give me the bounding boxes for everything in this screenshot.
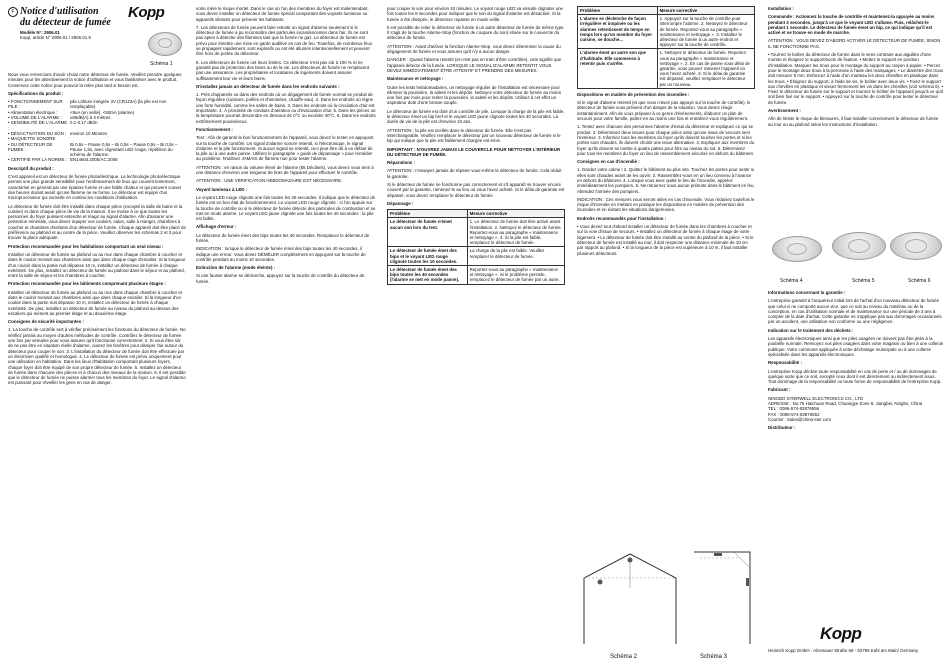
column-2: [196, 6, 376, 670]
c3-danger: DANGER : Quand l'alarme retentit (et n'est pas en train d'être contrôlée), cela signifie que l'appareil détecte de la fumée. LORSQUE LE SIGNAL D'ALARME RETENTIT VOUS DEVEZ IMMÉDIATEMENT ÊTRE ATTENTIF ET PRENDRE DES MESURES.: [387, 57, 562, 73]
spec-key: • DÉSACTIVATION DU SON :: [8, 130, 67, 136]
c4-indication: INDICATION : Ces mesures vous seront utiles en cas d'incendie. Vous réduisez toutefois le risque d'incendie en mettant en pratique les dispositions en matière de prévention des incendies et en évitant les situations dangereuses.: [577, 196, 755, 213]
prot-2-title: Protection recommandée pour les bâtiments comprenant plusieurs étages :: [8, 281, 166, 287]
schema-6-center: [905, 239, 927, 253]
fire-title: Dispositions en matière de prévention des incendies :: [577, 91, 690, 97]
weekly-check: ATTENTION : UNE VÉRIFICATION HEBDOMADAIRE EST NÉCESSAIRE.: [196, 178, 343, 184]
c3-attention: ATTENTION : Avant d'activer la fonction Alarme-Stop, vous devez déterminer la cause du dégagement de fumée et vous assurer qu'il n'y a aucun danger.: [387, 43, 561, 55]
fab-list: [768, 396, 944, 422]
troubleshooting-table-continued: [577, 6, 755, 89]
spec-key: • MAQUETTE SONORE: [8, 136, 56, 142]
fabricant-line: NINGBO SITERWELL ELECTRONICS CO., LTD: [768, 395, 864, 401]
info-title: Informations concernant la garantie :: [768, 290, 846, 295]
table-cell: La charge de la pile est faible. Veuillez remplacer le détecteur de fumée.: [467, 247, 564, 266]
distrib-title: Distributeur :: [768, 425, 796, 431]
spec-key: • CERTIFIÉ PAR LA NORME :: [8, 157, 67, 163]
fabricant-line: ADRESSE : No.76 Haichuan Road, Chuangye Zone 8, Jiangbei, Ningbo, China: [768, 401, 923, 407]
column-1-body: [8, 72, 186, 670]
fabricant-line: TEL : 0086-574-83876556: [768, 406, 820, 412]
spec-key: • VOLUME DE L'ALARME :: [8, 115, 62, 121]
table-header: Problème: [388, 210, 468, 218]
column-3: [387, 6, 565, 670]
table-row: [578, 49, 755, 88]
install-title: Installation :: [768, 6, 794, 11]
life-text: Le détecteur de fumée est doté d'un contrôle de pile. Lorsque la charge de la pile est faible, le détecteur émet un bip bref et le voyant LED jaune clignote toutes les 40 secondes. La durée de vie de la pile est d'environ 10 ans.: [387, 108, 565, 125]
schema-6-caption: Schéma 6: [908, 278, 931, 284]
spec-value: 0.1-0.17 dB/m: [70, 120, 98, 126]
spec-row: [8, 99, 186, 110]
spec-title: Spécifications du produit :: [8, 90, 64, 96]
fire-text: Si le signal d'alarme retentit (et que vous n'avez pas appuyé sur la touche de contrôle), le détecteur de fumée vous prévient d'un danger de la situation. Vous devez réagir instantanément. Afin de vous préparer à ce genre d'événements, élaborez un plan de secours pour votre famille, parlez-en au moins une fois et entraînez-vous régulièrement.: [577, 100, 751, 122]
eco-text: Les appareils électroniques ainsi que les piles usagées ne doivent pas être jetés à la poubelle normale. Renvoyez vos piles usagées dans votre magasin ou bien à une collecte publique. Votre commune appliquée à votre déchetage municipale ou à une collecte spécialisée dans les appareils électroniques.: [768, 336, 944, 357]
distributor-address-text: Heinrich Kopp GmbH - Alzenauer Straße 68 - 63796 Kahl am Main/ Germany: [768, 648, 919, 653]
table-cell: Le détecteur de fumée émet des bips toutes les 40 secondes (l'alarme se met en mode panne).: [388, 266, 468, 285]
table-row: [388, 247, 565, 266]
table-row: [388, 218, 565, 247]
table-cell: 1. Appuyez sur la touche de contrôle pour interrompre l'alarme. 2. Nettoyez le détecteur de fumée. Reportez-vous au paragraphe « maintenance et nettoyage ». 3. Installez le détecteur de fumée à un autre endroit et appuyez sur la touche de contrôle.: [657, 15, 754, 49]
c2-text-3: 8. Les détecteurs de fumée ont leurs limites. Ce détecteur n'est pas sûr à 100 % et ne garantit pas de protection des biens ou de la vie. Les détecteurs de fumée ne remplacent pas une assurance. Les propriétaires et locataires de logements doivent assurer suffisamment leur vie et leurs biens.: [196, 59, 370, 81]
schema-2-diagram: [580, 548, 680, 648]
column-5-top: [768, 6, 944, 228]
install-steps: • Tournez le boîtier du détecteur de fumée dans le sens contraire aux aiguilles d'une montre et éloignez le support/socle de fixation. • Mettez le support en position d'installation. Marquez les trous pour le montage du support au crayon à papier. • Percez pour le montage deux trous à la perceuse à l'aide des marquages. • Le diamètre des trous doit mesurer 5 mm. Enfoncez à l'aide d'un marteau les deux chevilles en plastique dans les trous. • Éloignez du support, à l'aide de vis, le boîtier avec deux vis. • Fixez le support aux chevilles en plastique et vissez fermement les vis dans les chevilles (voir schéma 5). • Fixez le détecteur de fumée sur le support et tournez le boîtier de l'appareil jusqu'à ce qu'il soit bien fixé sur le support. • Appuyez sur la touche de contrôle pour tester le détecteur de fumée.: [768, 52, 944, 105]
troubleshooting-table: [387, 209, 565, 284]
article-number: Kopp, article N° 2906.01 / 2906.01.9: [20, 35, 91, 41]
nogo-title: Endroits recommandés pour l'installation :: [577, 215, 667, 221]
prot-2: Installez un détecteur de fumée au plafond ou au mur dans chaque chambre à coucher et dans le couloir menant aux chambres ainsi que dans chaque escalier. Si la longueur d'un couloir dans la partie nuit dépasse 10 m, installez un détecteur de fumée à chaque extrémité. De plus, installez un détecteur de fumée au niveau du plafond au-dessus des escaliers qui mènent au premier étage et au deuxième étage.: [8, 289, 183, 316]
spec-row: [8, 142, 186, 158]
intro-text: Nous vous remercions d'avoir choisi notre détecteur de fumée. Veuillez prendre quelques minutes pour lire attentivement la notice d'utilisation et vous familiariser avec le produit. Conservez cette notice pour pouvoir la relire plus tard si besoin est.: [8, 72, 182, 88]
cons-title: Consignes de sécurité importantes :: [8, 319, 84, 325]
table-cell: L'alarme se déclenche de façon irrégulière et inopinée ou les alarmes retentissent de temps en temps lors qu'un membre du foyer cuisine, se douche...: [578, 15, 658, 49]
fire-steps: 1. Testez avec chacune des personnes l'alarme d'essai du détecteur et expliquez ce qui se produit. 2. Déterminez deux issues pour chaque pièce ainsi qu'une issue de secours vers l'extérieur. 3. Informez tous les membres du foyer qu'ils doivent toucher les portes et si les portes sont chaudes, ils doivent choisir une issue alternative. 4. Expliquez aux membres du foyer qu'ils doivent se mettre à quatre pattes pour être au niveau du sol. 5. Déterminez pour tous les membres du foyer un lieu de rassemblement sécurisé en dehors du bâtiment.: [577, 124, 755, 156]
title-line-1: Notice d'utilisation: [20, 6, 99, 17]
table-cell: 1. Nettoyez le détecteur de fumée. Reportez-vous au paragraphe « maintenance et nettoyage ». 2. En cas de panne sous délai de garantie, vous pouvez ramener l'appareil où vous l'avez acheté. 3. Si le délai de garantie est dépassé, veuillez remplacer le détecteur par un nouveau.: [657, 49, 754, 88]
extinct-text: Si une fausse alarme se déclenche, appuyez sur la touche de contrôle du détecteur de fumée.: [196, 273, 365, 284]
spec-value: EN14604:2005/AC:2008: [70, 157, 118, 163]
schema-3-caption: Schéma 3: [700, 654, 728, 660]
spec-row: [8, 120, 186, 131]
schema-2-caption: Schéma 2: [610, 654, 638, 660]
desc-title: Descriptif du produit :: [8, 165, 54, 171]
attention-text: ATTENTION : en raison du volume élevé de l'alarme (85 Décibels), vous devez vous tenir à une distance d'environ une longueur de bras de l'appareil pour effectuer le contrôle.: [196, 164, 374, 176]
spec-key: • SENSIBILITÉ DE L'ALARME :: [8, 120, 68, 131]
schema-5-center: [848, 239, 870, 253]
table-header: Mesure corrective: [467, 210, 564, 218]
desc-1: C'est appareil est un détecteur de fumée photoélectrique. La technologie photoélectrique permet une plus grande sensibilité pour l'embrasement de feux qui couvent lentement, caractérisé en général par une épaisse fumée et une faible chaleur et qui peuvent couver des heures durant avant qu'une flamme ne se forme. Le détecteur est équipé d'un microprocesseur qui surveille en continu les conditions d'utilisation.: [8, 174, 182, 201]
spec-value: pile Lithium intégrée 3V (CR123A) (la pile est non remplaçable): [70, 99, 167, 110]
led-text: Le voyant LED rouge clignote une fois toutes les 40 secondes. Il indique que le détecteur de fumée est en bon état de fonctionnement. Le voyant LED rouge clignote : si l'on appuie sur la touche de contrôle ou si le détecteur de fumée détecte des particules de combustion et se met en mode alarme. Le voyant LED jaune clignote une fois toutes les 40 secondes : la pile est faible.: [196, 194, 376, 222]
kopp-logo: Kopp: [128, 4, 165, 21]
func-text: Test : Afin de garantir le bon fonctionnement de l'appareil, vous devez le tester en appuyant sur la touche de contrôle. Un signal d'alarme sonore retentit, si l'électronique, le signal d'alarme et la pile fonctionnent. Si aucun signal ne retentit, ceci peut être dû à un défaut de la pile ou à une autre panne. Utilisez le paragraphe « guide de dépannage » pour remédier au problème. N'utilisez JAMAIS de flamme nue pour tester l'alarme.: [196, 135, 374, 162]
schema-5-caption: Schéma 5: [852, 278, 875, 284]
activate-warning: ATTENTION : VOUS DEVEZ D'ABORD ACTIVER LE DÉTECTEUR DE FUMÉE, SINON IL NE FONCTIONNE PAS.: [768, 38, 941, 49]
cases-text: 1. Gardez votre calme ! 2. Quittez le bâtiment au plus vite. Touchez les portes pour sentir si elles sont chaudes avant de les ouvrir. 3. Rassemblez-vous en un lieu convenu à l'avance en dehors du bâtiment. 4. Lorsque vous avez quitté le lieu de l'incendie, appelez immédiatement les pompiers. 5. Ne retournez sous aucun prétexte dans le bâtiment en feu. Attendez l'arrivée des pompiers.: [577, 167, 755, 194]
schema-1-caption: Schéma 1: [150, 61, 173, 67]
c2-text-2: 7. Les détecteurs de fumée peuvent faire retentir un signal d'alarme seulement si le détecteur de fumée a pu reconnaître des particules incandescentes dans l'air. Ils ne sont pas aptes à détecter des flammes tant que la fumée ne gaz. Le détecteur de fumée est prévu pour émettre une mise en garde auditive en cas de feu. Toutefois, de nombreux feux se propagent rapidement, sont explosifs ou ont été allumés intentionnellement et peuvent être hors de portée du détecteur.: [196, 24, 373, 57]
detector-marker: [714, 553, 722, 556]
detector-marker: [598, 580, 603, 585]
room-corner: [694, 552, 750, 644]
spec-key: • FONCTIONNEMENT SUR PILE :: [8, 99, 63, 110]
table-cell: L'alarme émet un autre son que d'habitude. Elle commence à retentir puis s'arrête.: [578, 49, 658, 88]
spec-value: ≥85dB(A) à 3 mètres: [70, 115, 111, 121]
kopp-logo-bottom: Kopp: [820, 624, 862, 643]
desc-2: Le détecteur de fumée doit être installé dans chaque pièce (excepté la salle de bains et la cuisine) et dans chaque pièce de vie de la maison. Il se monte à ce que toutes les personnes du foyer puissent entendre et réagir au signal d'alarme. Afin d'assurer une protection minimale, vous devez équiper vos couloirs, salon, salle à manger, chambres à coucher et chambres d'enfants d'un détecteur de fumée. Chaque appareil doit être placé de préférence au plafond et au centre de la pièce. Veuillez observer les schémas 2 et 3 pour trouver la place adéquate.: [8, 203, 186, 241]
warn-title: Avertissement :: [768, 108, 801, 114]
spec-key: • DU DÉTECTEUR DE FUMÉE :: [8, 141, 53, 152]
c2-text-1: votre mère le risque mortel. Dans le cas où l'un des membres du foyer est malentendant, vous devez installer un détecteur de fumée spécial comportant des voyants lumineux ou appareils vibrants pour prévenir les habitants.: [196, 6, 369, 22]
detector-center: [158, 38, 172, 48]
trouble-title: Dépannage :: [387, 200, 414, 206]
cases-title: Consignes en cas d'incendie :: [577, 159, 640, 165]
spec-value: environ 10 Minutes: [70, 130, 108, 136]
resp-text: L'entreprise Kopp décline toute responsabilité en cas de perte et / ou de dommages de quelque sorte que ce soit, excepté ceux dont il est directement ou indirectement issus. Tout dommage de la responsabilité ou toute forme de responsabilité de l'entreprise Kopp.: [768, 368, 942, 385]
spec-row: [8, 157, 186, 162]
schema-3-diagram: [690, 548, 754, 648]
spec-value: Bi 0,5s – Pause 0,5s – Bi 0,5s – Pause 0,5s – Bi 0,5s – Pause 1,5s, avec clignotant LED rouge, répétition du schéma de l'alarme.: [70, 141, 178, 158]
c3-text-2: Il est possible de relier le détecteur de fumée à un autre détecteur de fumée de même type. Il s'agit de la touche Alarme-Stop (fonction de coupure du son) située sur le couvercle du détecteur de fumée.: [387, 24, 565, 41]
important-text: IMPORTANT : N'OUVREZ JAMAIS LE COUVERCLE POUR NETTOYER L'INTÉRIEUR DU DÉTECTEUR DE FUMÉE.: [387, 146, 561, 157]
distributor-address: [768, 648, 944, 668]
eco-title: Indication sur le traitement des déchets :: [768, 327, 854, 333]
model-number: Modèle N°: 2906.01: [20, 30, 60, 35]
fabricant-line: Courriel : Sales@china-ster.com: [768, 416, 832, 422]
fab-title: Fabricant :: [768, 387, 791, 393]
schema-4-caption: Schéma 4: [780, 278, 803, 284]
nosmoke-title: N'installez jamais un détecteur de fumée dans les endroits suivants :: [196, 83, 340, 89]
table-cell: Le détecteur de fumée émet des bips et le voyant LED rouge clignote toutes les 10 secondes.: [388, 247, 468, 266]
language-badge: F: [8, 7, 18, 17]
column-4: [577, 6, 755, 536]
dimension-line: [734, 552, 750, 568]
spec-value: <8uA (en veille), <50mA (alarme): [70, 109, 135, 115]
func-title: Fonctionnement :: [196, 126, 233, 132]
table-header: Mesure corrective: [657, 7, 754, 15]
display-title: Affichage d'erreur :: [196, 224, 237, 230]
nogo-text: • Vous devez tout d'abord installer un détecteur de fumée dans les chambres à coucher et sur la voie d'issue de secours. • Installez un détecteur de fumée à chaque étage de votre logement. • Le détecteur de fumée doit être installé au centre du plafond de la pièce. • Si le détecteur de fumée est installé au mur, il doit respecter une distance minimale de 10 cm par rapport au plafond. • Si la longueur de la pièce est supérieure à 10 m, il faut installer plusieurs détecteurs.: [577, 224, 754, 256]
indication-text: INDICATION : lorsque le détecteur de fumée émet des bips toutes les 40 secondes, il indique une erreur. Vous devez DÉMÊLER complètement en appuyant sur la touche de contrôle pendant au moins 10 secondes.: [196, 246, 366, 262]
nosmoke-text: 1. Près d'appareils ou dans des endroits où un dégagement de fumée normal se produit de façon régulière (cuisines, poêles et cheminées, chauffe-eau). 2. Dans les endroits où règne une forte humidité, comme les salles de bains. 3. Dans les endroits où la circulation d'air est importante. 4. À proximité de conduits d'aération ou d'évacuation d'air. 5. Dans les pièces où la température pourrait descendre en dessous de 0°C ou excéder 40°C. 6. Dans les endroits extrêmement poussiéreux.: [196, 92, 376, 124]
repair-text-2: Si le détecteur de fumée ne fonctionne pas correctement et s'il apparaît se trouver encore couvert par la garantie, ramenez-le au lieu où vous l'avez acheté. Si le délai de garantie est dépassé, vous devez remplacer le détecteur de fumée.: [387, 182, 565, 198]
table-cell: 1. Le détecteur de fumée doit être activé avant l'installation. 2. Nettoyez le détecteur de fumée. Reportez-vous au paragraphe « maintenance et nettoyage ». 3. Si la pile est faible, remplacez le détecteur de fumée.: [467, 218, 564, 247]
schema-4-center: [787, 243, 807, 255]
table-cell: Reportez-vous au paragraphe « maintenance et nettoyage ». Si le problème persiste, remplacez le détecteur de fumée par un autre.: [467, 266, 564, 285]
spec-list: [8, 99, 186, 163]
display-text: Le détecteur de fumée émet des bips toutes les 40 secondes. Remplacez le détecteur de fumée.: [196, 232, 370, 243]
table-row: [578, 15, 755, 49]
info-text: L'entreprise garantit à l'acquéreur initial lors de l'achat d'un nouveau détecteur de fumée que celui-ci ne comporte aucun vice, que ce soit au niveau du matériau ou de la conception, en cas d'utilisation normale et de maintenance sur une période de 3 ans à compter de la date d'achat. Cette garantie ne s'applique pas aux dommages occasionnés par un accident, une utilisation non conforme ou une négligence.: [768, 298, 942, 325]
repair-text: ATTENTION : n'essayez jamais de réparer vous-même le détecteur de fumée. Cela réduit la garantie.: [387, 168, 562, 179]
fabricant-line: FAX : 0086-574-83876552: [768, 411, 820, 417]
c3-text-1: pour couper le son pour environ 10 minutes. Le voyant rouge LED va ensuite clignoter une fois toutes les 8 secondes pour indiquer que le son du signal d'alarme est désactivé. Si la fumée a été dissipée, le détecteur repasse en mode veille.: [387, 6, 563, 22]
maint-title: Maintenance et nettoyage :: [387, 76, 444, 82]
cons-text: 1. La touche de contrôle sert à vérifier précisément les fonctions du détecteur de fumée. Ne vérifiez jamais au moyen d'autres méthodes de contrôle. Contrôlez le détecteur de fumée une fois par semaine pour vous assurer qu'il fonctionne correctement. 2. Si vous êtes sûr de ne pas être en situation réelle d'alarme, ouvrez les fenêtres pour dissiper l'air autour du détecteur pour couper le son. 3. L'installation du détecteur de fumée doit être effectuée par un électricien qualifié et homologué. 4. Le détecteur de fumée est prévu uniquement pour une utilisation en habitation. Dans les lieux d'habitation comportant plusieurs foyers, chaque foyer doit être équipé de son propre détecteur de fumée. 5. Installez un détecteur de fumée dans chacune des pièces et à chacun des niveaux de la maison. 6. Il est possible que le détecteur de fumée ne puisse alarmer tous les membres du foyer. Le signal d'alarme est puissant pour réveiller les gens en cas de danger.: [8, 327, 186, 386]
warn-text: Afin de limiter le risque de blessures, il faut installer correctement le détecteur de fumée au mur ou au plafond selon les instructions d'installation.: [768, 116, 939, 127]
led-title: Voyant lumineux à LED :: [196, 186, 248, 192]
table-header: Problème: [578, 7, 658, 15]
title-line-2: du détecteur de fumée: [20, 17, 111, 28]
c3-attention-2: ATTENTION : la pile est scellée dans le détecteur de fumée. Elle n'est pas interchangeable. Veuillez remplacer le détecteur par un nouveau détecteur de fumée si le bip qui indique que la pile est faiblement chargée est émis.: [387, 127, 561, 144]
resp-title: Responsabilité :: [768, 360, 802, 366]
spec-key: • Alimentation électrique :: [8, 109, 58, 115]
prot-title: Protection recommandée pour les habitations comportant un seul niveau :: [8, 243, 164, 249]
maint-text: Outre les tests hebdomadaires, un nettoyage régulier de l'installation est nécessaire pour éliminer la poussière, la saleté et les dépôts. Nettoyez votre détecteur de fumée au moins une fois par mois pour retirer la poussière, la saleté et les dépôts. Utilisez à cet effet un aspirateur doté d'une brosse souple.: [387, 84, 562, 106]
repair-title: Réparations :: [387, 160, 416, 166]
table-row: [388, 266, 565, 285]
prot-1: Installez un détecteur de fumée au plafond ou au mur dans chaque chambre à coucher et dans le couloir menant aux chambres ainsi que dans chaque cage d'escalier. Si la longueur d'un couloir dans la partie nuit dépasse 10 m, installez un détecteur de fumée à chaque extrémité. De plus, installez un détecteur de fumée au plafond dans le séjour et au plafond, entre la salle de séjour et les chambres à coucher.: [8, 251, 186, 279]
detector-marker: [628, 558, 633, 563]
command-text: Commande : Actionnez la touche de contrôle et maintenez-la appuyée au moins pendant 3 secondes, jusqu'à ce que le voyant LED s'allume. Puis, relâchez-le pendant 1 seconde. Le détecteur de fumée émet un bip, ce qui indique qu'il est activé et se trouve en mode de marche.: [768, 14, 935, 36]
column-5-bottom: [768, 290, 944, 620]
detector-marker: [746, 578, 749, 586]
table-cell: Le détecteur de fumée n'émet aucun son lors du test.: [388, 218, 468, 247]
extinct-title: Extinction de l'alarme (mode éteinte) :: [196, 265, 276, 271]
